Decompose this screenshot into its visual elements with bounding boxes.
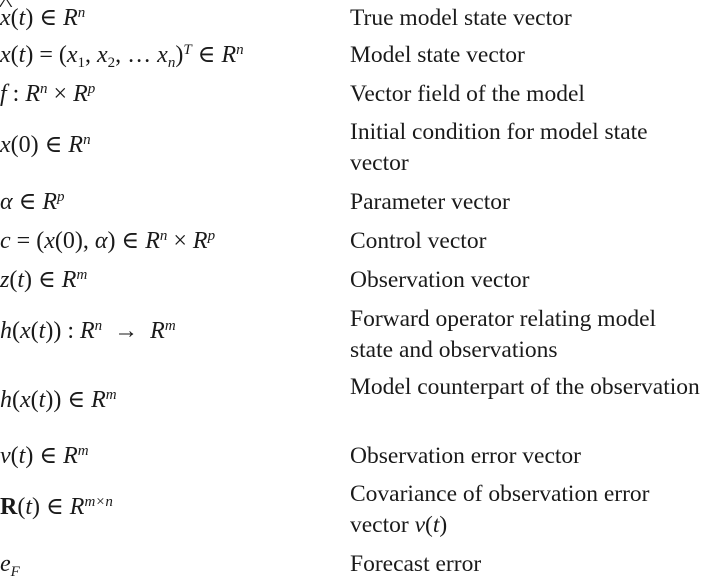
- description: Vector field of the model: [350, 81, 585, 107]
- description: Parameter vector: [350, 189, 510, 215]
- symbol-true-state: ^ x(t) ∈ $R^n$: [0, 3, 340, 33]
- description: Observation vector: [350, 267, 530, 293]
- description: Model state vector: [350, 42, 525, 68]
- symbol-covariance: R(t) ∈ $R^{m\times n}$: [0, 494, 113, 520]
- symbol-model-counterpart: h(x(t)) ∈ $R^m$: [0, 387, 117, 413]
- description: True model state vector: [350, 5, 572, 31]
- symbol-vector-field: f : $R^n \times R^p$: [0, 81, 96, 107]
- symbol-control: c = (x(0), α) ∈ $R^n \times R^p$: [0, 228, 216, 254]
- description: Observation error vector: [350, 443, 581, 469]
- description: Initial condition for model state vector: [350, 119, 648, 176]
- symbol-forecast-error: $e_F$: [0, 551, 20, 580]
- description: Forecast error: [350, 551, 482, 577]
- symbol-observation-error: v(t) ∈ $R^m$: [0, 443, 89, 469]
- symbol-initial-condition: x(0) ∈ $R^n$: [0, 132, 91, 158]
- symbol-forward-operator: h(x(t)) : $R^n \to R^m$: [0, 318, 176, 344]
- description: Covariance of observation error vector v(t): [350, 481, 650, 538]
- description: Model counterpart of the observation: [350, 374, 700, 400]
- description: Forward operator relating model state and observations: [350, 306, 657, 363]
- description: Control vector: [350, 228, 487, 254]
- symbol-model-state: $x(t) = (x_1$, $x_2$, … $x_n)^T$ ∈ $R^n$: [0, 42, 244, 71]
- symbol-parameter: α ∈ $R^p$: [0, 189, 65, 215]
- symbol-observation: z(t) ∈ $R^m$: [0, 267, 88, 293]
